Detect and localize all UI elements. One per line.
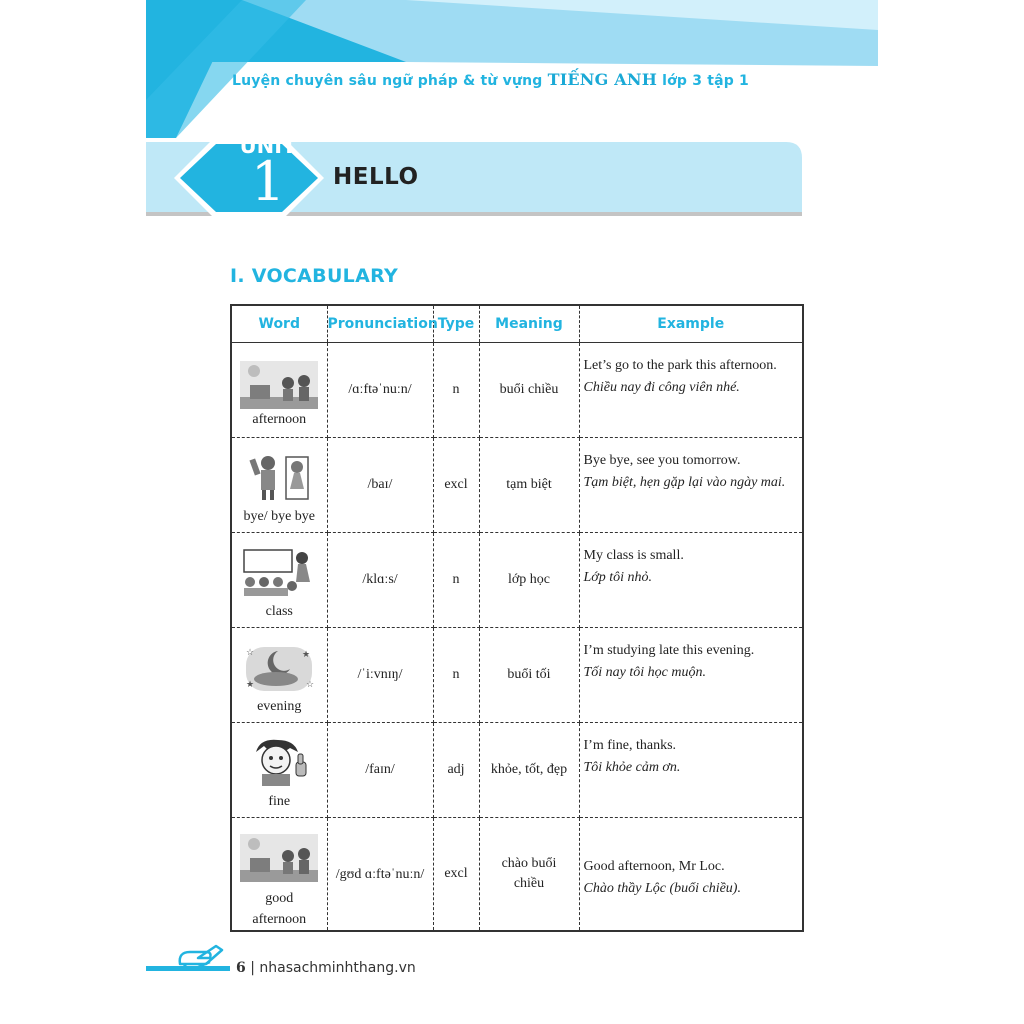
example-english: My class is small. — [583, 548, 684, 563]
word-label: bye/ bye bye — [243, 509, 316, 524]
example-cell — [579, 343, 803, 438]
section-title: I. VOCABULARY — [230, 265, 399, 287]
example-vietnamese: Chào thầy Lộc (buổi chiều). — [583, 881, 741, 896]
pronunciation-cell: /baɪ/ — [327, 438, 433, 533]
example-cell — [579, 818, 803, 932]
header-type: Type — [433, 305, 479, 343]
svg-text:☆: ☆ — [306, 679, 315, 689]
svg-text:★: ★ — [246, 679, 255, 689]
example-cell — [579, 628, 803, 723]
word-label: evening — [257, 699, 302, 714]
meaning-cell: buổi tối — [479, 628, 579, 723]
type-cell: excl — [433, 438, 479, 533]
table-row — [231, 723, 803, 818]
example-cell — [579, 438, 803, 533]
word-cell — [231, 818, 327, 932]
table-row — [231, 818, 803, 932]
word-cell — [231, 438, 327, 533]
pencil-hand-icon — [176, 942, 232, 974]
footer-separator: | — [245, 960, 260, 976]
example-english: I’m fine, thanks. — [583, 738, 677, 753]
example-vietnamese: Lớp tôi nhỏ. — [583, 570, 653, 585]
classroom-icon — [240, 543, 318, 601]
table-row — [231, 343, 803, 438]
example-english: Bye bye, see you tomorrow. — [583, 453, 741, 468]
word-label: afternoon — [252, 412, 307, 427]
table-row — [231, 438, 803, 533]
example-vietnamese: Tôi khỏe cảm ơn. — [583, 760, 681, 775]
svg-text:☆: ☆ — [246, 647, 255, 657]
word-label: good afternoon — [252, 891, 307, 927]
waving-children-icon — [240, 448, 318, 506]
pronunciation-cell: /gʊd ɑːftəˈnuːn/ — [327, 818, 433, 932]
word-label: class — [265, 604, 293, 619]
header-pronunciation: Pronunciation — [327, 305, 433, 343]
meaning-cell: chào buổi chiều — [479, 818, 579, 932]
table-row — [231, 533, 803, 628]
type-cell: n — [433, 533, 479, 628]
type-cell: excl — [433, 818, 479, 932]
example-vietnamese: Tối nay tôi học muộn. — [583, 665, 706, 680]
example-english: Good afternoon, Mr Loc. — [583, 859, 725, 874]
word-cell — [231, 343, 327, 438]
pronunciation-cell: /faɪn/ — [327, 723, 433, 818]
example-cell — [579, 723, 803, 818]
pronunciation-cell: /klɑːs/ — [327, 533, 433, 628]
table-header-row — [231, 305, 803, 343]
example-vietnamese: Tạm biệt, hẹn gặp lại vào ngày mai. — [583, 475, 786, 490]
meaning-cell: lớp học — [479, 533, 579, 628]
header-banner — [146, 0, 878, 138]
meaning-cell: tạm biệt — [479, 438, 579, 533]
word-label: fine — [268, 794, 291, 809]
meaning-cell: khỏe, tốt, đẹp — [479, 723, 579, 818]
svg-text:★: ★ — [302, 649, 311, 659]
type-cell: adj — [433, 723, 479, 818]
word-cell — [231, 628, 327, 723]
park-scene-icon — [240, 361, 318, 409]
unit-number: 1 — [250, 150, 286, 213]
example-vietnamese: Chiều nay đi công viên nhé. — [583, 380, 740, 395]
unit-title: HELLO — [333, 164, 419, 190]
series-highlight: TIẾNG ANH — [547, 70, 658, 89]
example-english: I’m studying late this evening. — [583, 643, 755, 658]
series-title: Luyện chuyên sâu ngữ pháp & từ vựng TIẾNG ANH lớp 3 tập 1 — [232, 70, 749, 89]
type-cell: n — [433, 628, 479, 723]
example-cell — [579, 533, 803, 628]
header-example: Example — [579, 305, 803, 343]
page-number: 6 — [236, 960, 246, 976]
pronunciation-cell: /ɑːftəˈnuːn/ — [327, 343, 433, 438]
footer-site: nhasachminhthang.vn — [259, 960, 416, 976]
pronunciation-cell: /ˈiːvnɪŋ/ — [327, 628, 433, 723]
vocabulary-table — [230, 304, 804, 932]
thumbs-up-boy-icon — [240, 733, 318, 791]
park-scene-icon — [240, 830, 318, 886]
table-row — [231, 628, 803, 723]
footer-text — [236, 960, 416, 976]
header-meaning: Meaning — [479, 305, 579, 343]
word-cell — [231, 533, 327, 628]
type-cell: n — [433, 343, 479, 438]
meaning-cell: buổi chiều — [479, 343, 579, 438]
example-english: Let’s go to the park this afternoon. — [583, 358, 777, 373]
header-word: Word — [231, 305, 327, 343]
moon-night-icon — [240, 638, 318, 696]
unit-label: UNIT — [239, 134, 297, 158]
word-cell — [231, 723, 327, 818]
